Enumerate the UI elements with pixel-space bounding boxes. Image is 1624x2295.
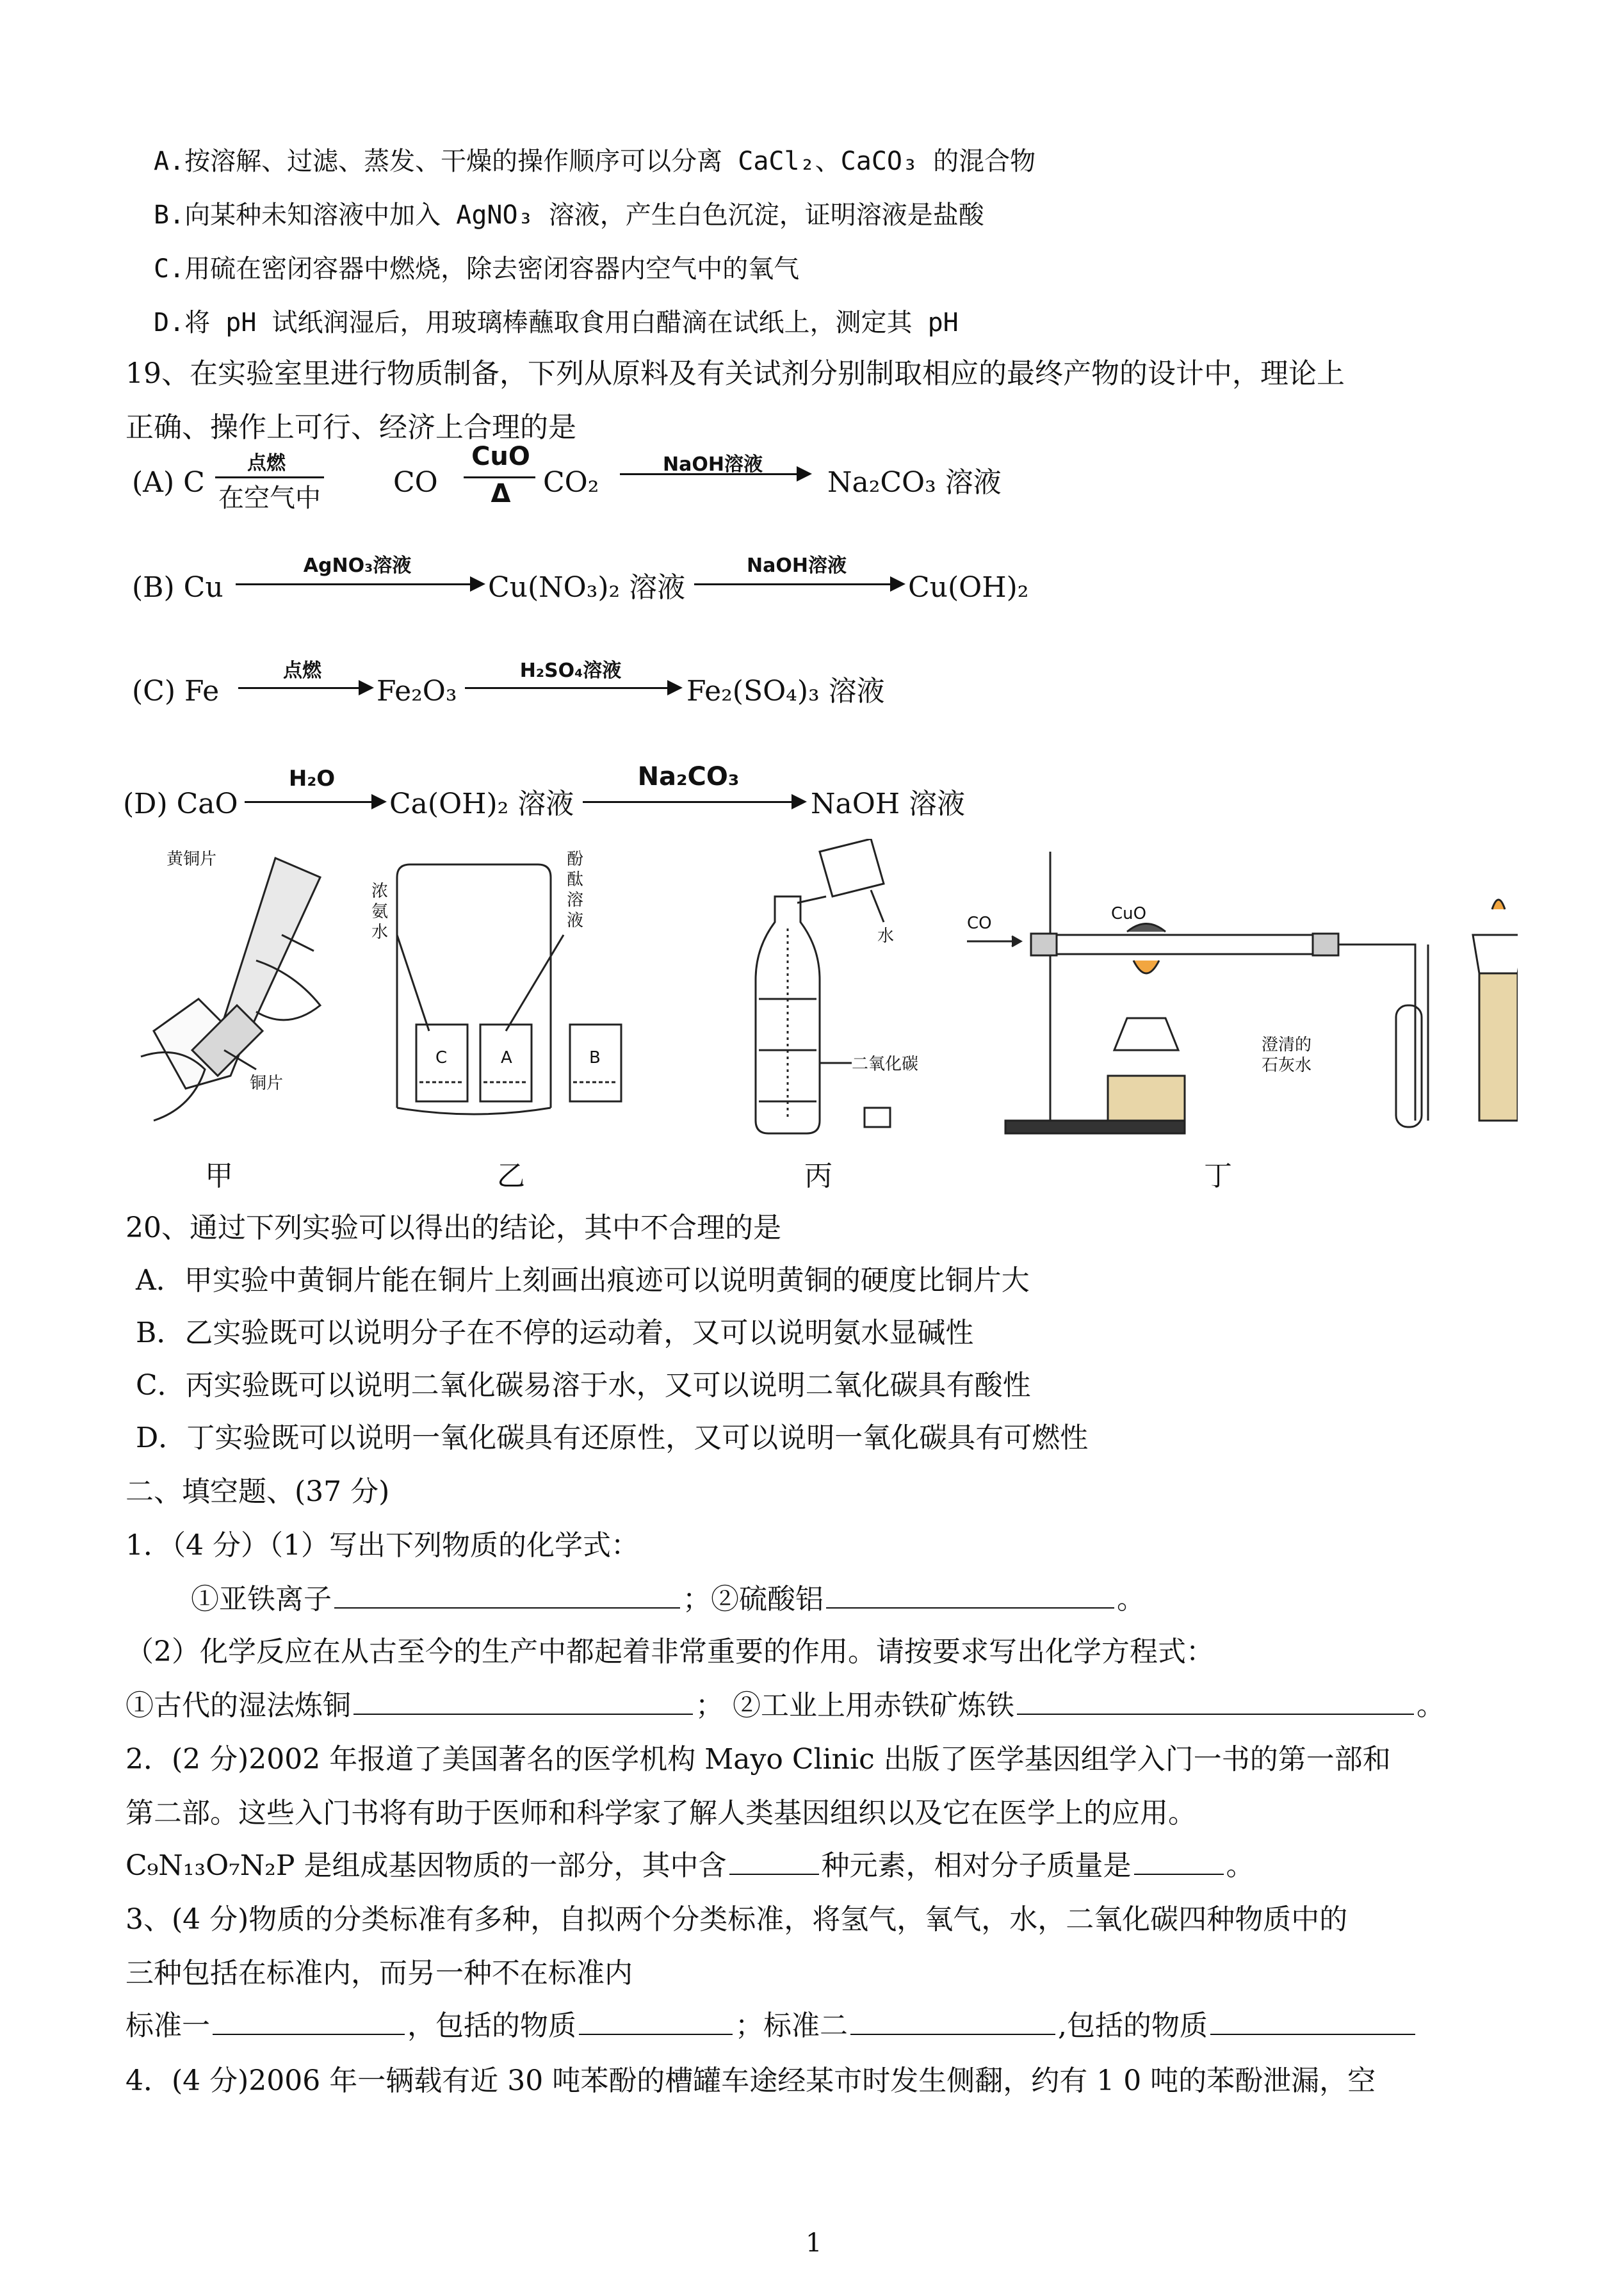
q19-stem-line1: 19、在实验室里进行物质制备，下列从原料及有关试剂分别制取相应的最终产物的设计中，理论上 [126,357,1345,390]
route-d-arrow-1 [245,794,387,809]
fill3-blank-standard2[interactable] [850,2008,1055,2035]
route-a-condition-3: NaOH溶液 [663,453,763,476]
route-b-product: Cu(OH)₂ [908,571,1029,604]
q20-option-a: A．甲实验中黄铜片能在铜片上刻画出痕迹可以说明黄铜的硬度比铜片大 [136,1264,1030,1297]
route-d-start: (D) CaO [123,788,238,820]
route-d-intermediate: Ca(OH)₂ 溶液 [389,788,574,820]
figure-bing-caption: 丙 [804,1160,832,1192]
fill2-line3 [126,1848,1255,1884]
fill2-text-c: 。 [1226,1849,1255,1882]
route-c-intermediate: Fe₂O₃ [377,675,457,708]
fill3-included2-label: ,包括的物质 [1058,2009,1208,2042]
label-co2: 二氧化碳 [852,1055,919,1074]
route-d-condition-2: Na₂CO₃ [637,762,740,791]
fill2-blank-mass[interactable] [1134,1848,1224,1875]
section-2-title: 二、填空题、(37 分) [126,1475,390,1508]
fill2-text-a: 是组成基因物质的一部分，其中含 [295,1849,727,1882]
beaker-a: A [501,1048,512,1067]
route-b-arrow-2 [694,576,905,592]
fill1-item2-label: ；②硫酸铝 [683,1583,824,1616]
route-c-product: Fe₂(SO₄)₃ 溶液 [686,675,885,708]
fill1-end-mark: 。 [1117,1583,1145,1616]
fill1-blank-aluminum-sulfate[interactable] [826,1582,1114,1609]
fill3-blank-standard1[interactable] [213,2008,405,2035]
fill1-blank-iron-smelting[interactable] [1017,1688,1414,1715]
fill1-item1-label: ①亚铁离子 [191,1583,332,1616]
q18-option-d: D.将 pH 试纸润湿后，用玻璃棒蘸取食用白醋滴在试纸上，测定其 pH [154,308,959,337]
figure-jia-brass-copper [128,839,384,1146]
beaker-c: C [435,1048,448,1067]
figure-yi-ammonia [359,839,666,1146]
label-copper: 铜片 [250,1074,284,1093]
q20-option-d: D．丁实验既可以说明一氧化碳具有还原性，又可以说明一氧化碳具有可燃性 [136,1422,1089,1454]
route-a-start: (A) C [132,466,205,499]
route-a-condition-bottom: 在空气中 [218,483,321,513]
fill1-reactions [126,1688,1445,1724]
figure-ding-co-cuo [954,839,1518,1146]
route-d-condition-1: H₂O [288,766,336,791]
page-number: 1 [806,2228,822,2258]
q18-option-c: C.用硫在密闭容器中燃烧，除去密闭容器内空气中的氧气 [154,254,800,284]
route-a-product: Na₂CO₃ 溶液 [827,466,1002,499]
q20-option-c: C．丙实验既可以说明二氧化碳易溶于水，又可以说明二氧化碳具有酸性 [136,1369,1031,1402]
fill2-line2: 第二部。这些入门书将有助于医师和科学家了解人类基因组织以及它在医学上的应用。 [126,1797,1196,1829]
figure-ding-caption: 丁 [1204,1160,1232,1192]
route-a-cuo-bar [464,476,535,478]
fill1-items [191,1582,1145,1618]
route-a-co: CO [393,466,438,499]
fill1-blank-ferrous-ion[interactable] [334,1582,680,1609]
route-a-cuo: CuO [471,442,530,471]
fill1-r2-label: ； ②工业上用赤铁矿炼铁 [695,1689,1014,1722]
figure-jia-caption: 甲 [205,1160,233,1192]
route-b-intermediate: Cu(NO₃)₂ 溶液 [488,571,686,604]
figure-bing-co2-bottle [724,839,954,1146]
route-c-condition-1: 点燃 [283,660,321,682]
route-d-arrow-2 [583,794,807,809]
fill2-blank-elements[interactable] [729,1848,819,1875]
q20-option-b: B．乙实验既可以说明分子在不停的运动着，又可以说明氨水显碱性 [136,1317,974,1349]
fill1-stem: 1．（4 分）（1）写出下列物质的化学式： [126,1529,639,1562]
route-a-co2: CO₂ [543,466,599,499]
figure-yi-caption: 乙 [497,1160,525,1192]
q18-option-b: B.向某种未知溶液中加入 AgNO₃ 溶液，产生白色沉淀，证明溶液是盐酸 [154,200,984,230]
fill3-line1: 3、(4 分)物质的分类标准有多种，自拟两个分类标准，将氢气，氧气，水，二氧化碳四种物质中的 [126,1903,1348,1936]
fill2-line1: 2．(2 分)2002 年报道了美国著名的医学机构 Mayo Clinic 出版了医学基因组学入门一书的第一部和 [126,1743,1391,1776]
route-d-product: NaOH 溶液 [811,788,966,820]
label-cuo: CuO [1111,904,1147,923]
route-b-arrow-1 [236,576,485,592]
route-c-start: (C) Fe [132,675,220,708]
q19-stem-line2: 正确、操作上可行、经济上合理的是 [126,411,576,444]
fill1-r-end-mark: 。 [1417,1689,1445,1722]
fill1-blank-wet-copper[interactable] [353,1688,693,1715]
route-a-heat: Δ [491,479,511,508]
route-b-start: (B) Cu [132,571,223,604]
label-ammonia: 浓氨水 [371,882,389,942]
label-limewater-1: 澄清的 [1262,1035,1312,1055]
label-co: CO [967,914,992,933]
fill2-text-b: 种元素，相对分子质量是 [821,1849,1132,1882]
q18-option-a: A.按溶解、过滤、蒸发、干燥的操作顺序可以分离 CaCl₂、CaCO₃ 的混合物 [154,147,1036,176]
fill3-standard2-label: ；标准二 [735,2009,848,2042]
fill1-r1-label: ①古代的湿法炼铜 [126,1689,351,1722]
label-phenolphthalein: 酚酞溶液 [567,850,584,930]
route-b-condition-2: NaOH溶液 [747,555,847,577]
fill4-line1: 4．(4 分)2006 年一辆载有近 30 吨苯酚的槽罐车途经某市时发生侧翻，约有 1 0 吨的苯酚泄漏，空 [126,2064,1376,2097]
label-limewater-2: 石灰水 [1262,1056,1312,1075]
label-water: 水 [877,927,895,946]
fill1-part2: （2）化学反应在从古至今的生产中都起着非常重要的作用。请按要求写出化学方程式： [126,1635,1214,1668]
fill3-standard1-label: 标准一 [126,2009,210,2042]
route-b-condition-1: AgNO₃溶液 [303,555,412,577]
beaker-b: B [589,1048,601,1067]
fill3-blank-included1[interactable] [579,2008,733,2035]
label-brass: 黄铜片 [166,850,217,869]
fill3-included1-label: ，包括的物质 [407,2009,576,2042]
route-c-condition-2: H₂SO₄溶液 [519,660,622,682]
fill3-blank-included2[interactable] [1210,2008,1415,2035]
fill3-line3 [126,2008,1418,2044]
route-a-condition-top: 点燃 [247,452,286,474]
fill3-line2: 三种包括在标准内，而另一种不在标准内 [126,1957,633,1990]
fill2-formula: C₉N₁₃O₇N₂P [126,1849,295,1882]
q20-stem: 20、通过下列实验可以得出的结论，其中不合理的是 [126,1212,781,1244]
